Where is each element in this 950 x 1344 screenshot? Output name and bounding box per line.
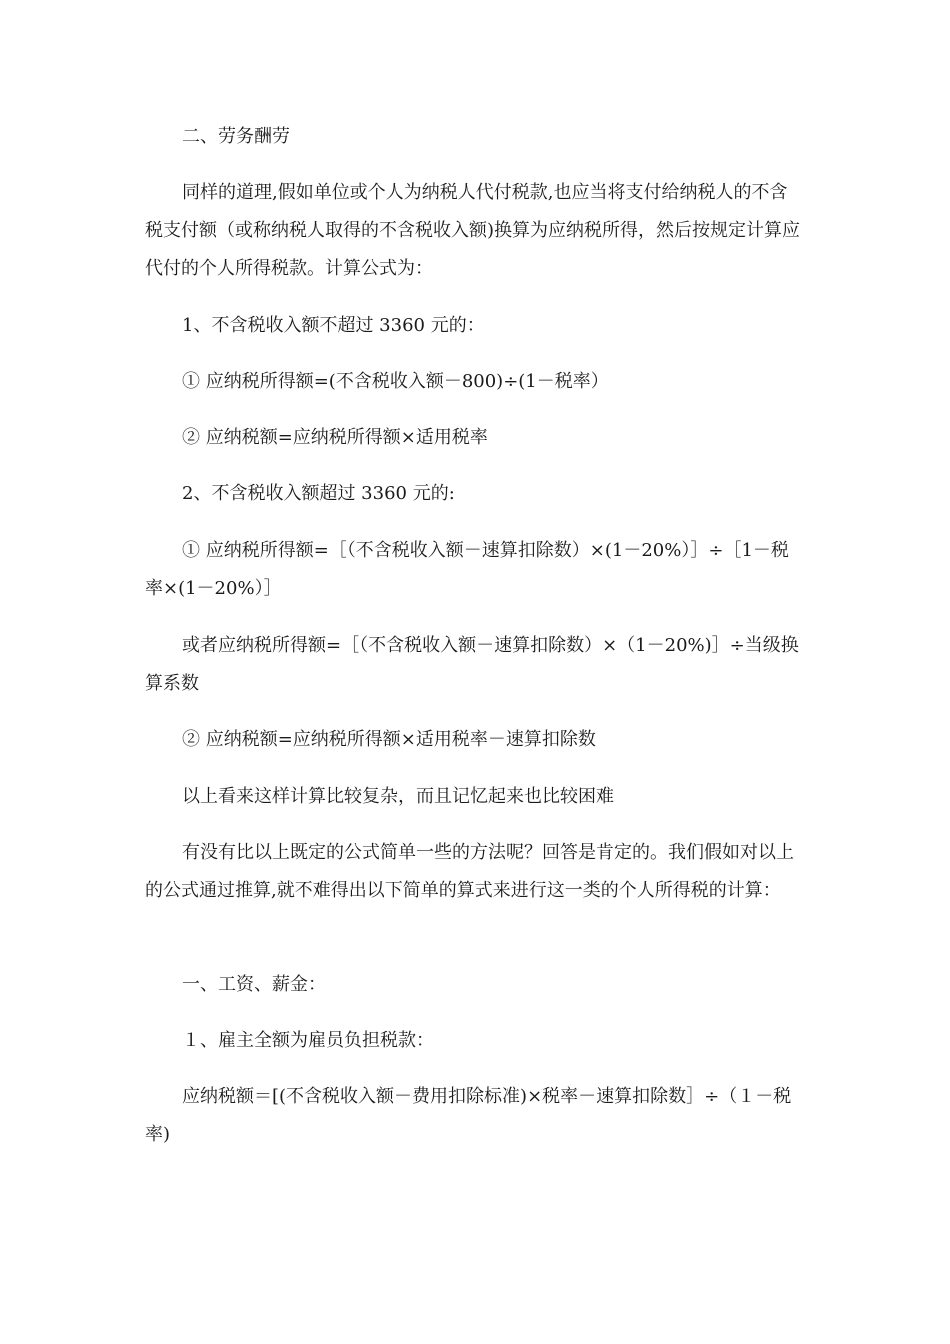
- case-1-formula-tax-amount: ② 应纳税额=应纳税所得额×适用税率: [182, 427, 488, 448]
- section-heading-labor-remuneration: 二、劳务酬劳: [182, 126, 290, 147]
- intro-paragraph: 同样的道理,假如单位或个人为纳税人代付税款,也应当将支付给纳税人的不含税支付额（或称纳税人取得的不含税收入额)换算为应纳税所得，然后按规定计算应代付的个人所得税款。计算公式为：: [145, 182, 801, 279]
- case-1-heading: 1、不含税收入额不超过 3360 元的：: [182, 315, 485, 336]
- case-2-formula-alternative: 或者应纳税所得额=［（不含税收入额－速算扣除数）×（1－20%)］÷当级换算系数: [145, 635, 799, 694]
- employer-full-burden-formula: 应纳税额＝[(不含税收入额－费用扣除标准)×税率－速算扣除数］÷（１－税率): [145, 1086, 792, 1145]
- simpler-method-paragraph: 有没有比以上既定的公式简单一些的方法呢？回答是肯定的。我们假如对以上的公式通过推算,就不难得出以下简单的算式来进行这一类的个人所得税的计算：: [145, 842, 794, 901]
- case-2-formula-tax-amount: ② 应纳税额=应纳税所得额×适用税率－速算扣除数: [182, 729, 596, 750]
- case-1-formula-taxable-income: ① 应纳税所得额=(不含税收入额－800)÷(1－税率）: [182, 371, 609, 392]
- case-2-formula-taxable-income: ① 应纳税所得额=［（不含税收入额－速算扣除数）×(1－20%）］÷［1－税率×(1－20%）］: [145, 540, 789, 599]
- employer-full-burden-heading: １、雇主全额为雇员负担税款：: [182, 1030, 434, 1051]
- section-heading-wages-salaries: 一、工资、薪金：: [182, 974, 326, 995]
- case-2-heading: 2、不含税收入额超过 3360 元的:: [182, 483, 455, 504]
- complexity-remark: 以上看来这样计算比较复杂，而且记忆起来也比较困难: [182, 786, 614, 807]
